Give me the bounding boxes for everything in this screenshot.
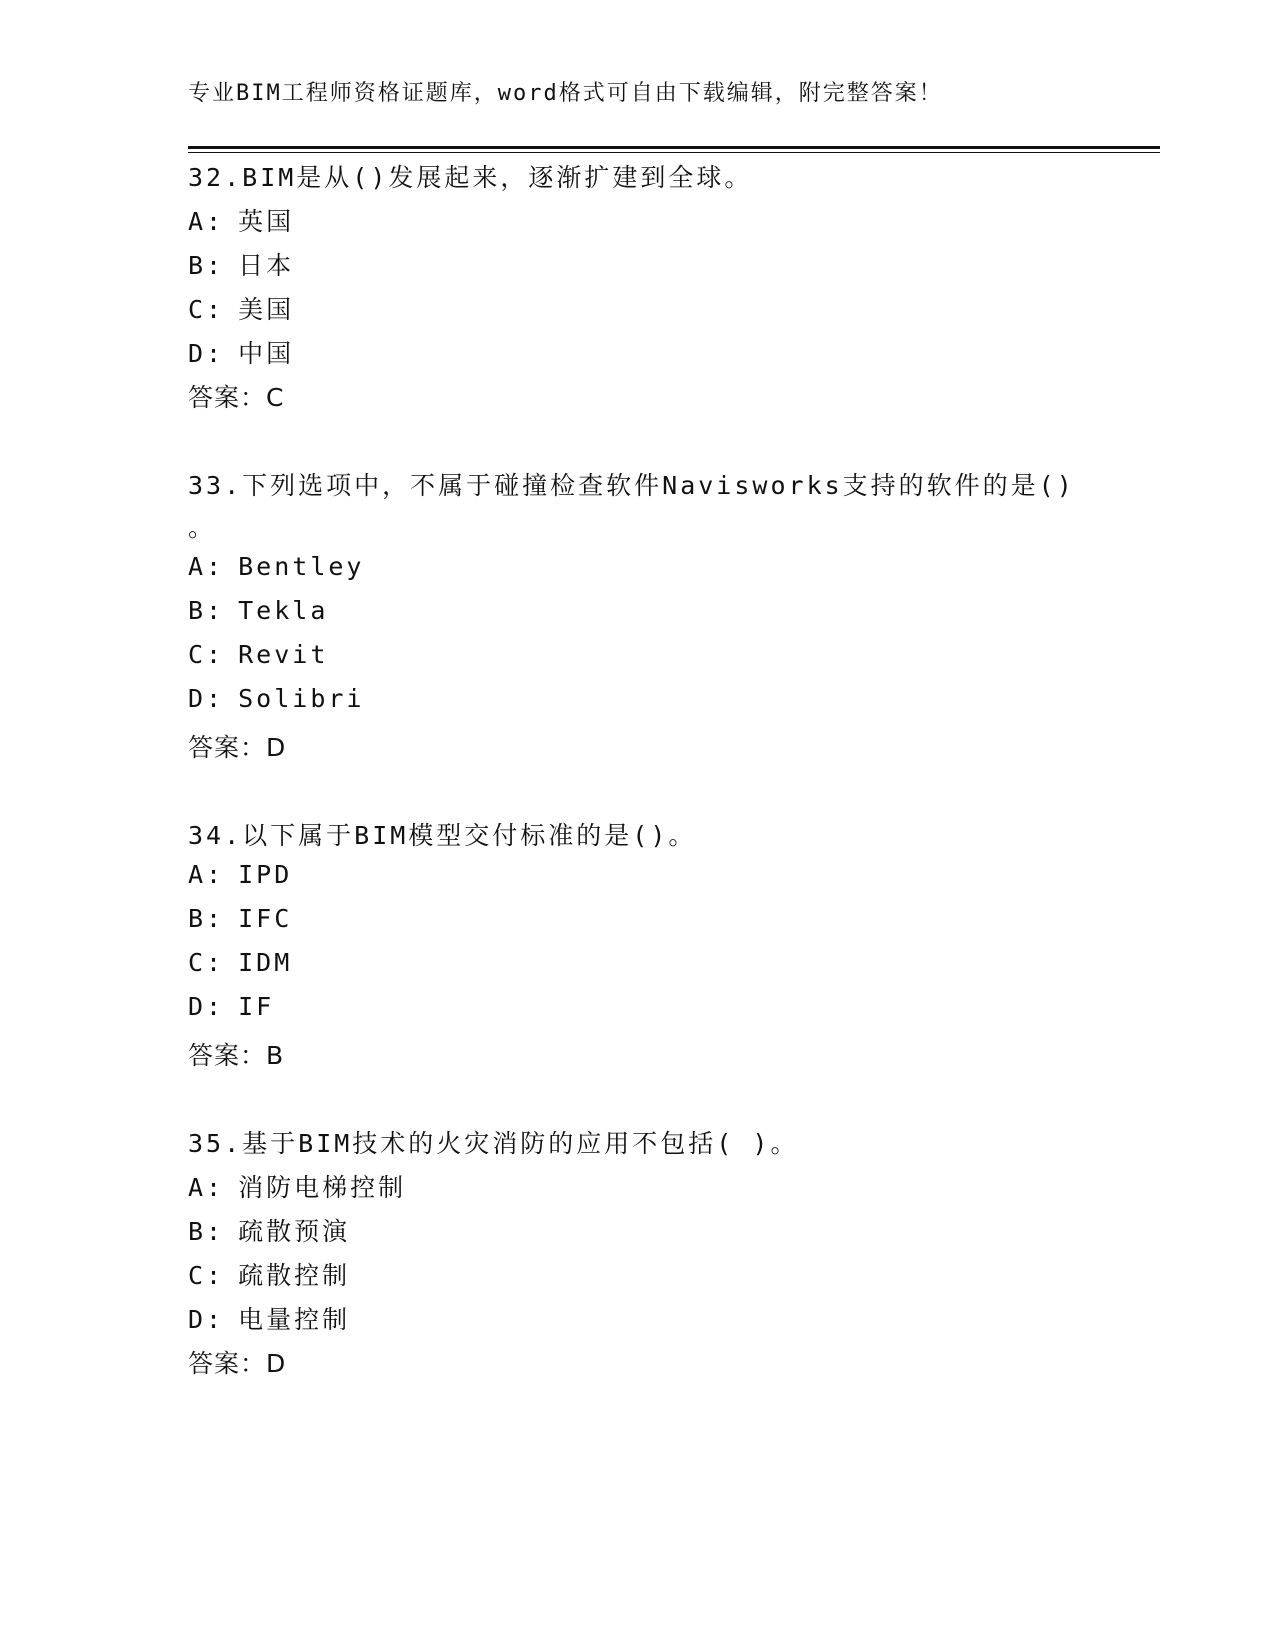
option-b (188, 904, 292, 933)
question-stem: 35.基于BIM技术的火灾消防的应用不包括( )。 (188, 1129, 799, 1158)
option-text: Solibri (238, 684, 365, 713)
option-a (188, 552, 364, 581)
option-d (188, 684, 364, 713)
option-text: 疏散预演 (238, 1217, 351, 1246)
answer-line: 答案：B (188, 1041, 285, 1070)
option-key: D: (188, 684, 225, 713)
answer-line: 答案：C (188, 383, 285, 412)
option-key: A: (188, 552, 225, 581)
question-stem: 34.以下属于BIM模型交付标准的是()。 (188, 821, 697, 850)
option-key: B: (188, 251, 225, 280)
option-d (188, 992, 274, 1021)
option-key: D: (188, 1305, 225, 1334)
option-text: IFC (238, 904, 293, 933)
option-key: D: (188, 339, 225, 368)
option-text: 日本 (238, 251, 295, 280)
option-a (188, 1168, 406, 1204)
header-rule-thick (188, 146, 1160, 149)
option-text: 电量控制 (238, 1305, 351, 1334)
option-text: 英国 (238, 207, 295, 236)
option-b (188, 1212, 350, 1248)
option-key: A: (188, 860, 225, 889)
option-text: 中国 (238, 339, 295, 368)
option-a (188, 202, 294, 238)
answer-line: 答案：D (188, 1349, 287, 1378)
option-key: D: (188, 992, 225, 1021)
option-key: A: (188, 1173, 225, 1202)
option-key: C: (188, 295, 225, 324)
option-b (188, 246, 294, 282)
option-key: A: (188, 207, 225, 236)
option-text: IDM (238, 948, 293, 977)
option-c (188, 640, 328, 669)
option-b (188, 596, 328, 625)
option-key: C: (188, 1261, 225, 1290)
option-d (188, 334, 294, 370)
option-text: 美国 (238, 295, 295, 324)
question-stem-continuation: 。 (188, 513, 217, 542)
option-a (188, 860, 292, 889)
option-c (188, 290, 294, 326)
option-key: C: (188, 948, 225, 977)
answer-line: 答案：D (188, 733, 287, 762)
option-key: C: (188, 640, 225, 669)
option-text: IPD (238, 860, 293, 889)
header-rule-thin (188, 152, 1160, 153)
option-text: IF (238, 992, 275, 1021)
option-c (188, 948, 292, 977)
option-text: Bentley (238, 552, 365, 581)
page-header: 专业BIM工程师资格证题库，word格式可自由下载编辑，附完整答案！ (188, 81, 943, 106)
option-key: B: (188, 904, 225, 933)
option-d (188, 1300, 350, 1336)
option-c (188, 1256, 350, 1292)
option-key: B: (188, 596, 225, 625)
question-stem: 32.BIM是从()发展起来，逐渐扩建到全球。 (188, 163, 753, 192)
option-text: 消防电梯控制 (238, 1173, 407, 1202)
option-text: Tekla (238, 596, 329, 625)
question-stem: 33.下列选项中，不属于碰撞检查软件Navisworks支持的软件的是() (188, 471, 1075, 500)
option-key: B: (188, 1217, 225, 1246)
option-text: 疏散控制 (238, 1261, 351, 1290)
option-text: Revit (238, 640, 329, 669)
